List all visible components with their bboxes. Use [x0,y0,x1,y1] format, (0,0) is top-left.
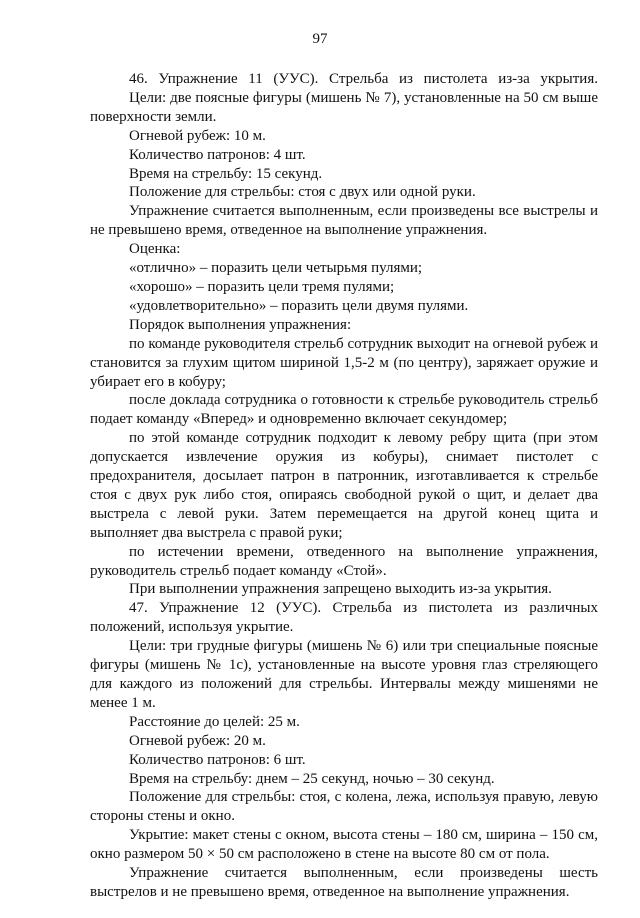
paragraph-firing-line-12: Огневой рубеж: 20 м. [129,732,266,749]
paragraph-cartridges-11: Количество патронов: 4 шт. [129,146,306,163]
document-body [90,70,598,902]
paragraph-cartridges-12: Количество патронов: 6 шт. [129,751,306,768]
paragraph-prohibition: При выполнении упражнения запрещено выходить из-за укрытия. [129,581,552,598]
paragraph-grade-excellent: «отлично» – поразить цели четырьмя пулями; [129,260,423,277]
paragraph-procedure-step-1: по команде руководителя стрельб сотрудник выходит на огневой рубеж и становится за глухим щитом шириной 1,5-2 м (по центру), заряжает оружие и убирает его в кобуру; [90,335,598,390]
paragraph-grade-satisfactory: «удовлетворительно» – поразить цели двумя пулями. [129,297,469,314]
paragraph-completion-12: Упражнение считается выполненным, если произведены шесть выстрелов и не превышено время, отведенное на выполнение упражнения. [90,865,598,900]
paragraph-time-12: Время на стрельбу: днем – 25 секунд, ночью – 30 секунд. [129,770,495,787]
section-heading-46: 46. Упражнение 11 (УУС). Стрельба из пистолета из-за укрытия. [129,71,598,87]
paragraph-targets-12: Цели: три грудные фигуры (мишень № 6) или три специальные поясные фигуры (мишень № 1с), установленные на высоте уровня глаз стреляющего для каждого из положений для стрельбы. Интервалы между мишенями не менее 1 м. [90,638,598,711]
paragraph-targets-11: Цели: две поясные фигуры (мишень № 7), установленные на 50 см выше поверхности земли. [90,89,598,125]
paragraph-completion-11: Упражнение считается выполненным, если произведены все выстрелы и не превышено время, отведенное на выполнение упражнения. [90,203,598,239]
paragraph-cover-12: Укрытие: макет стены с окном, высота стены – 180 см, ширина – 150 см, окно размером 50 × 50 см расположено в стене на высоте 80 см от пола. [90,827,598,863]
paragraph-procedure-step-4: по истечении времени, отведенного на выполнение упражнения, руководитель стрельб подает команду «Стой». [90,543,598,579]
paragraph-time-11: Время на стрельбу: 15 секунд. [129,165,323,182]
page-number: 97 [312,31,328,47]
paragraph-procedure-title: Порядок выполнения упражнения: [129,316,352,333]
paragraph-grading-title: Оценка: [129,241,181,258]
paragraph-procedure-step-2: после доклада сотрудника о готовности к стрельбе руководитель стрельб подает команду «Вперед» и одновременно включает секундомер; [90,392,598,428]
paragraph-procedure-step-3: по этой команде сотрудник подходит к левому ребру щита (при этом допускается извлечение оружия из кобуры), снимает пистолет с предохранителя, досылает патрон в патронник, изготавливается к стрельбе стоя с двух рук либо стоя, опираясь свободной рукой о щит, и делает два выстрела с левой руки. Затем перемещается на другой конец щита и выполняет два выстрела с правой руки; [90,430,598,541]
paragraph-distance-12: Расстояние до целей: 25 м. [129,713,300,730]
section-heading-47: 47. Упражнение 12 (УУС). Стрельба из пистолета из различных положений, используя укрытие. [90,600,598,636]
paragraph-firing-line-11: Огневой рубеж: 10 м. [129,127,266,144]
paragraph-position-11: Положение для стрельбы: стоя с двух или одной руки. [129,184,476,201]
paragraph-grade-good: «хорошо» – поразить цели тремя пулями; [129,278,395,295]
paragraph-position-12: Положение для стрельбы: стоя, с колена, лежа, используя правую, левую стороны стены и окно. [90,789,598,825]
